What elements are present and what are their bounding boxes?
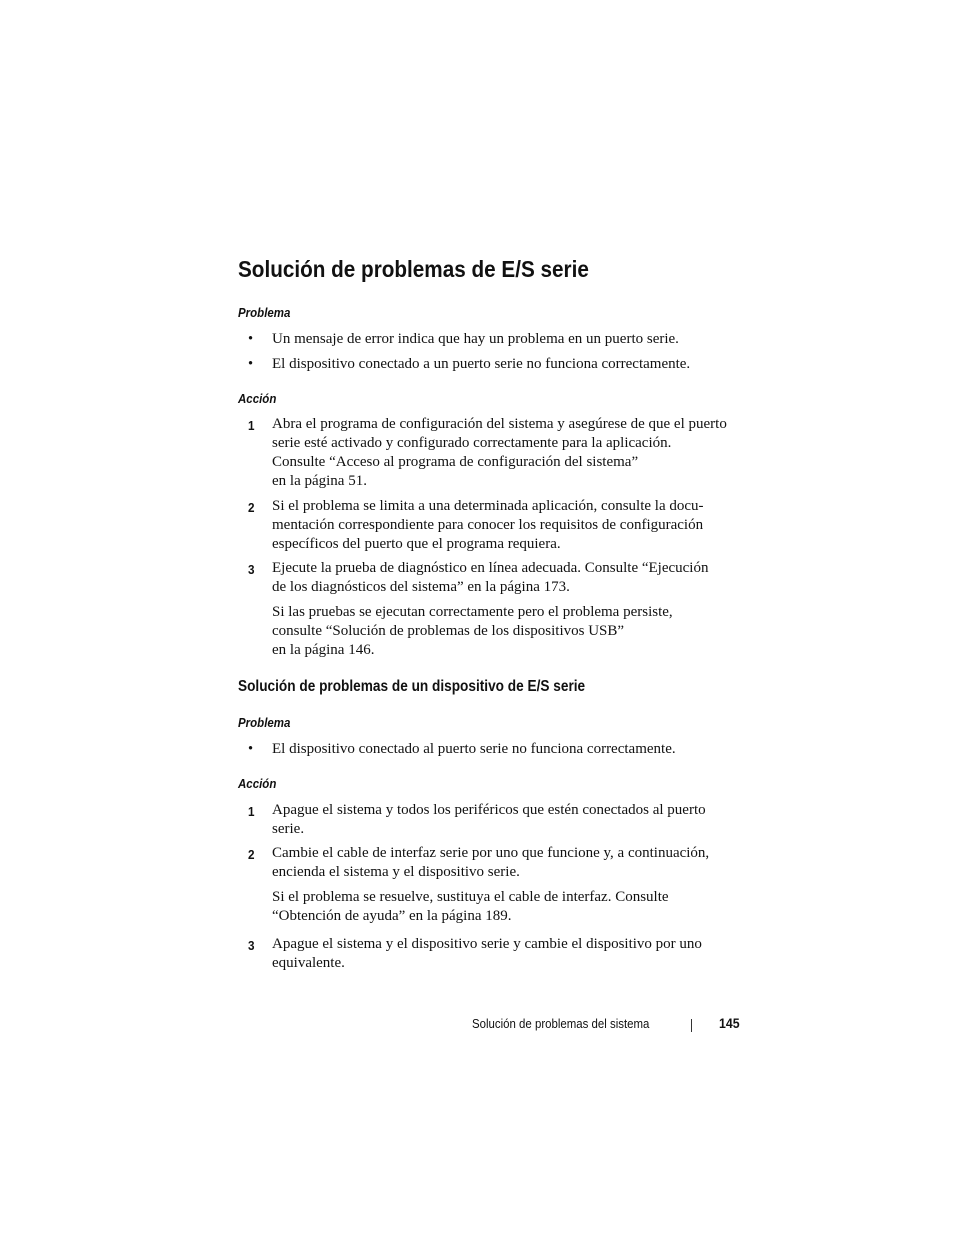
step-line: Apague el sistema y todos los periféricos que estén conectados al puerto (272, 802, 706, 818)
step-text (272, 844, 742, 882)
step-number: 1 (248, 804, 255, 819)
note-line: Si las pruebas se ejecutan correctamente pero el problema persiste, (272, 604, 673, 620)
action-label: Acción (238, 392, 277, 406)
section-heading: Solución de problemas de E/S serie (238, 256, 589, 282)
step-line: específicos del puerto que el programa requiera. (272, 536, 561, 552)
note-line: “Obtención de ayuda” en la página 189. (272, 908, 512, 924)
step-text (272, 497, 742, 554)
bullet-text: El dispositivo conectado a un puerto serie no funciona correctamente. (272, 356, 691, 372)
step-text (272, 935, 742, 973)
step-line: Si el problema se limita a una determinada aplicación, consulte la docu- (272, 498, 704, 514)
step-text (272, 415, 742, 491)
step-line: Abra el programa de configuración del sistema y asegúrese de que el puerto (272, 416, 727, 432)
step-line: mentación correspondiente para conocer los requisitos de configuración (272, 517, 704, 533)
problem-label: Problema (238, 716, 291, 730)
step-number: 2 (248, 847, 255, 862)
bullet-marker: • (248, 331, 254, 347)
bullet-marker: • (248, 741, 254, 757)
step-line: Consulte “Acceso al programa de configuración del sistema” (272, 454, 639, 470)
step-number: 3 (248, 938, 255, 953)
bullet-text: Un mensaje de error indica que hay un problema en un puerto serie. (272, 331, 679, 347)
step-number: 1 (248, 418, 255, 433)
footer-chapter-title: Solución de problemas del sistema (472, 1016, 650, 1031)
note-line: en la página 146. (272, 642, 375, 658)
step-line: en la página 51. (272, 473, 367, 489)
page-number: 145 (719, 1015, 740, 1031)
step-line: serie esté activado y configurado correctamente para la aplicación. (272, 435, 672, 451)
step-line: Cambie el cable de interfaz serie por uno que funcione y, a continuación, (272, 845, 710, 861)
step-text (272, 559, 742, 597)
footer-divider (691, 1019, 692, 1032)
step-line: encienda el sistema y el dispositivo serie. (272, 864, 520, 880)
subsection-heading: Solución de problemas de un dispositivo de E/S serie (238, 678, 586, 695)
bullet-marker: • (248, 356, 254, 372)
step-line: de los diagnósticos del sistema” en la página 173. (272, 579, 570, 595)
step-number: 2 (248, 500, 255, 515)
action-label: Acción (238, 777, 277, 791)
note-text (272, 603, 742, 660)
step-line: Apague el sistema y el dispositivo serie y cambie el dispositivo por uno (272, 936, 702, 952)
step-text (272, 801, 742, 839)
step-number: 3 (248, 562, 255, 577)
note-line: consulte “Solución de problemas de los dispositivos USB” (272, 623, 625, 639)
step-line: equivalente. (272, 955, 345, 971)
step-line: serie. (272, 821, 305, 837)
bullet-text: El dispositivo conectado al puerto serie no funciona correctamente. (272, 741, 676, 757)
note-text (272, 888, 742, 926)
note-line: Si el problema se resuelve, sustituya el cable de interfaz. Consulte (272, 889, 669, 905)
step-line: Ejecute la prueba de diagnóstico en línea adecuada. Consulte “Ejecución (272, 560, 709, 576)
problem-label: Problema (238, 306, 291, 320)
